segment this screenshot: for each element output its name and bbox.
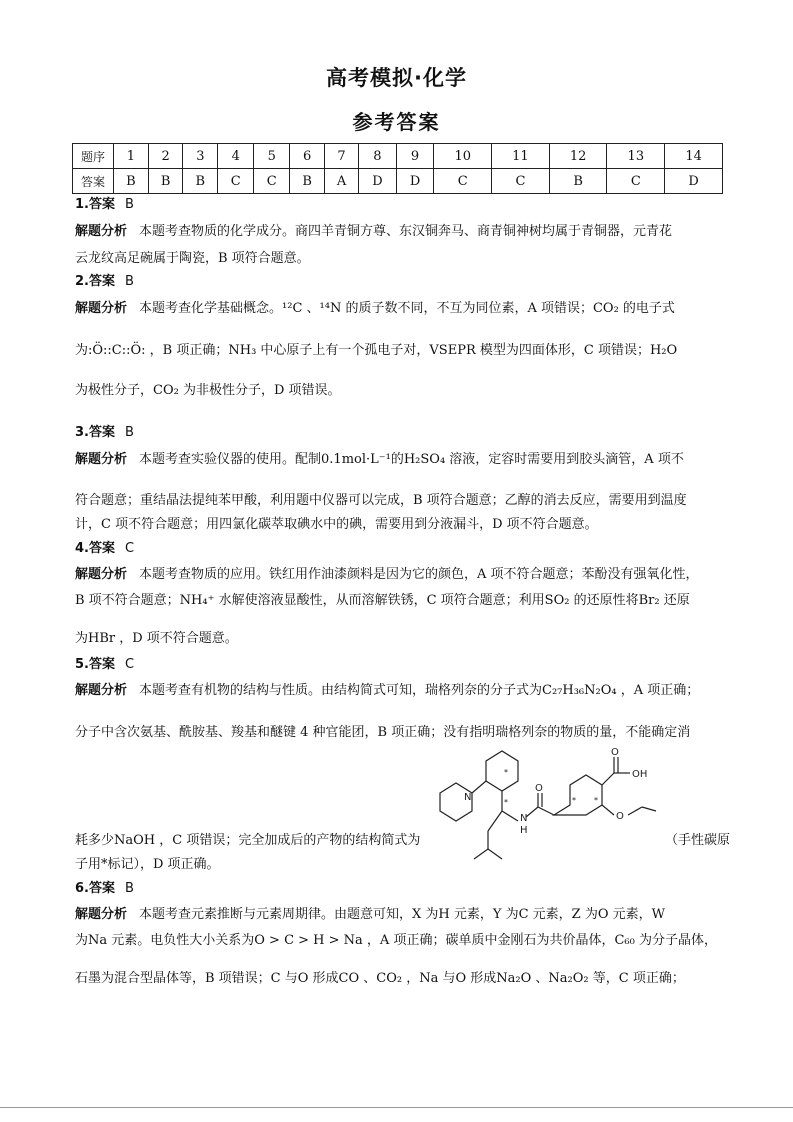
table-cell-answer: C	[434, 169, 492, 194]
q5-line-1: 解题分析 本题考查有机物的结构与性质。由结构简式可知，瑞格列奈的分子式为C₂₇H₃₆N₂O₄ ，A 项正确；	[75, 683, 700, 698]
q1-line-2: 云龙纹高足碗属于陶瓷，B 项符合题意。	[75, 251, 310, 266]
q6-line-1: 解题分析 本题考查元素推断与元素周期律。由题意可知，X 为H 元素，Y 为C 元素，Z 为O 元素，W	[75, 907, 665, 922]
q6-line-2: 为Na 元素。电负性大小关系为O > C > H > Na ，A 项正确；碳单质中金刚石为共价晶体，C₆₀ 为分子晶体，	[75, 933, 717, 948]
table-cell-answer: A	[324, 169, 358, 194]
atom-label: OH	[632, 769, 648, 780]
table-cell-answer: D	[359, 169, 397, 194]
page-bottom-rule	[0, 1107, 793, 1108]
table-cell-answer: D	[665, 169, 723, 194]
table-row-label: 题序	[73, 144, 114, 169]
table-cell-number: 2	[148, 144, 183, 169]
table-cell-answer: C	[254, 169, 290, 194]
table-cell-number: 6	[290, 144, 325, 169]
q2-heading: 2.答案 B	[75, 274, 134, 289]
table-cell-number: 9	[396, 144, 434, 169]
page-title: 高考模拟·化学	[326, 66, 467, 90]
table-row-numbers	[73, 144, 723, 169]
atom-label: O	[616, 811, 624, 822]
q6-line-3: 石墨为混合型晶体等，B 项错误；C 与O 形成CO 、CO₂ ，Na 与O 形成Na₂O 、Na₂O₂ 等，C 项正确；	[75, 971, 685, 986]
table-row-label: 答案	[73, 169, 114, 194]
answer-table	[72, 143, 723, 194]
q4-line-3: 为HBr ，D 项不符合题意。	[75, 631, 238, 646]
table-cell-number: 3	[183, 144, 218, 169]
q3-heading: 3.答案 B	[75, 425, 134, 440]
q4-line-1: 解题分析 本题考查物质的应用。铁红用作油漆颜料是因为它的颜色，A 项不符合题意；苯酚没有强氧化性，	[75, 567, 699, 582]
q2-line-1: 解题分析 本题考查化学基础概念。¹²C 、¹⁴N 的质子数不同，不互为同位素，A 项错误；CO₂ 的电子式	[75, 301, 675, 316]
table-cell-answer: B	[290, 169, 325, 194]
q3-line-1: 解题分析 本题考查实验仪器的使用。配制0.1mol·L⁻¹的H₂SO₄ 溶液，定容时需要用到胶头滴管，A 项不	[75, 452, 684, 467]
q5-line-3a: 耗多少NaOH ，C 项错误；完全加成后的产物的结构简式为	[75, 833, 421, 848]
table-cell-answer: D	[396, 169, 434, 194]
table-cell-number: 12	[549, 144, 607, 169]
q1-heading: 1.答案 B	[75, 197, 134, 212]
q5-line-4: 子用*标记），D 项正确。	[75, 857, 220, 872]
table-cell-answer: B	[183, 169, 218, 194]
table-cell-number: 7	[324, 144, 358, 169]
chiral-star: *	[504, 768, 508, 777]
table-cell-answer: B	[549, 169, 607, 194]
structural-formula	[438, 745, 678, 865]
atom-label: N	[464, 792, 472, 803]
atom-label: O	[611, 747, 619, 758]
table-cell-number: 8	[359, 144, 397, 169]
q3-line-2: 符合题意；重结晶法提纯苯甲酸，利用题中仪器可以完成，B 项符合题意；乙醇的消去反应，需要用到温度	[75, 493, 687, 508]
table-cell-number: 1	[114, 144, 149, 169]
table-cell-number: 5	[254, 144, 290, 169]
chiral-star: *	[594, 796, 598, 805]
chiral-star: *	[504, 798, 508, 807]
q5-line-3b: （手性碳原	[665, 833, 731, 848]
table-cell-answer: B	[148, 169, 183, 194]
page-subtitle: 参考答案	[352, 110, 441, 134]
atom-label: N	[520, 813, 528, 824]
table-cell-answer: B	[114, 169, 149, 194]
table-cell-answer: C	[218, 169, 254, 194]
atom-label: H	[520, 825, 528, 836]
q2-line-3: 为极性分子，CO₂ 为非极性分子，D 项错误。	[75, 383, 341, 398]
table-cell-number: 13	[607, 144, 665, 169]
table-cell-number: 4	[218, 144, 254, 169]
q2-line-2: 为:Ö::C::Ö: ，B 项正确；NH₃ 中心原子上有一个孤电子对，VSEPR 模型为四面体形，C 项错误；H₂O	[75, 343, 678, 358]
q3-line-3: 计，C 项不符合题意；用四氯化碳萃取碘水中的碘，需要用到分液漏斗，D 项不符合题意。	[75, 517, 598, 532]
table-row-answers	[73, 169, 723, 194]
table-cell-number: 10	[434, 144, 492, 169]
table-cell-answer: C	[607, 169, 665, 194]
q5-heading: 5.答案 C	[75, 657, 135, 672]
q4-heading: 4.答案 C	[75, 541, 135, 556]
q5-line-2: 分子中含次氨基、酰胺基、羧基和醚键 4 种官能团，B 项正确；没有指明瑞格列奈的物质的量，不能确定消	[75, 725, 691, 740]
chiral-star: *	[572, 796, 576, 805]
q4-line-2: B 项不符合题意；NH₄⁺ 水解使溶液显酸性，从而溶解铁锈，C 项符合题意；利用SO₂ 的还原性将Br₂ 还原	[75, 593, 690, 608]
atom-label: O	[535, 783, 543, 794]
q6-heading: 6.答案 B	[75, 881, 134, 896]
table-cell-number: 14	[665, 144, 723, 169]
q1-line-1: 解题分析 本题考查物质的化学成分。商四羊青铜方尊、东汉铜奔马、商青铜神树均属于青铜器，元青花	[75, 224, 673, 239]
table-cell-answer: C	[492, 169, 550, 194]
table-cell-number: 11	[492, 144, 550, 169]
